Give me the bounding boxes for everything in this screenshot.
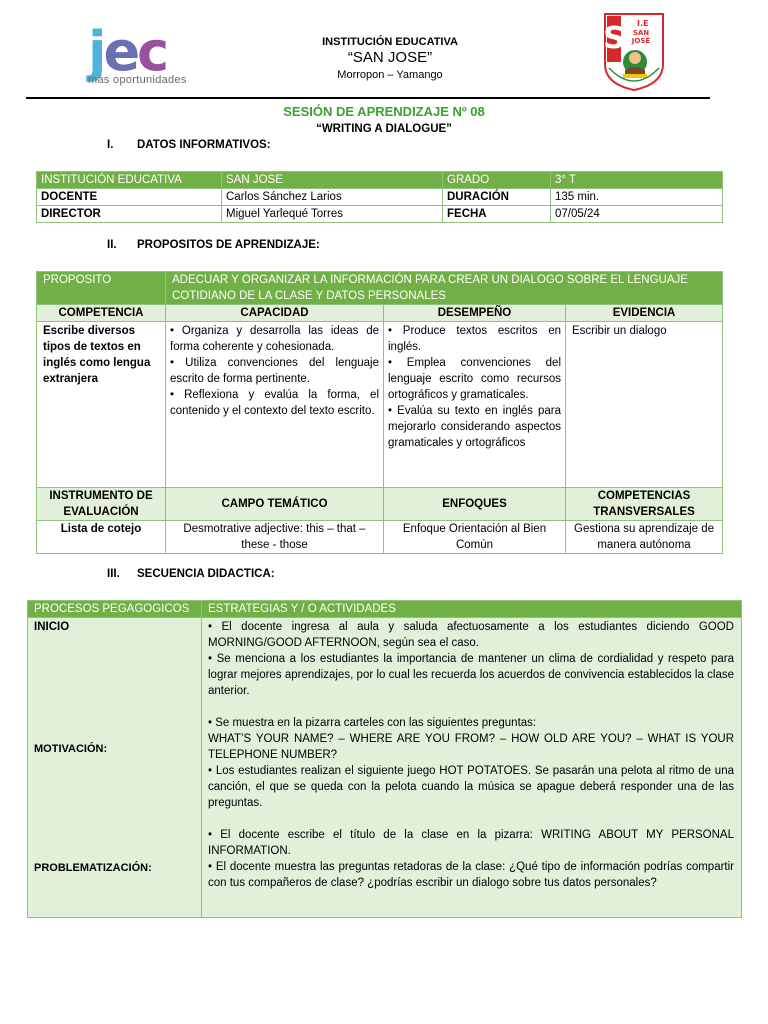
table-row bbox=[37, 322, 723, 488]
list-item: • El docente escribe el título de la clase en la pizarra: WRITING ABOUT MY PERSONAL INFORMATION. bbox=[208, 829, 734, 857]
table-row bbox=[37, 189, 723, 206]
table-cell: GRADO bbox=[443, 172, 551, 189]
column-header: ENFOQUES bbox=[384, 488, 566, 521]
section-title: SECUENCIA DIDACTICA: bbox=[137, 568, 275, 580]
column-header: COMPETENCIAS TRANSVERSALES bbox=[566, 488, 723, 521]
section-1-heading bbox=[107, 139, 271, 151]
school-crest-logo bbox=[601, 12, 667, 92]
column-header: PROCESOS PEGAGOGICOS bbox=[28, 601, 202, 618]
list-item: • Utiliza convenciones del lenguaje escrito de forma pertinente. bbox=[170, 357, 379, 385]
process-label-problematizacion: PROBLEMATIZACIÓN: bbox=[34, 862, 152, 874]
list-item: • El docente ingresa al aula y saluda afectuosamente a los estudiantes diciendo GOOD MORNING/GOOD AFTERNOON, según sea el caso. bbox=[208, 621, 734, 649]
table-row bbox=[28, 618, 742, 918]
process-label-motivacion: MOTIVACIÓN: bbox=[34, 743, 108, 755]
svg-text:I.E: I.E bbox=[637, 19, 649, 28]
table-cell: 07/05/24 bbox=[551, 206, 723, 223]
purpose-text: ADECUAR Y ORGANIZAR LA INFORMACIÓN PARA CREAR UN DIALOGO SOBRE EL LENGUAJE COTIDIANO DE LA CLASE Y DATOS PERSONALES bbox=[166, 272, 723, 305]
propositos-table bbox=[36, 271, 723, 554]
section-2-heading bbox=[107, 239, 320, 251]
section-3-heading bbox=[107, 568, 275, 580]
column-header: COMPETENCIA bbox=[37, 305, 166, 322]
column-header: CAPACIDAD bbox=[166, 305, 384, 322]
process-label-inicio: INICIO bbox=[34, 621, 70, 633]
institution-label: INSTITUCIÓN EDUCATIVA bbox=[322, 36, 458, 48]
competencia-cell: Escribe diversos tipos de textos en inglés como lengua extranjera bbox=[37, 322, 166, 488]
column-header: CAMPO TEMÁTICO bbox=[166, 488, 384, 521]
section-title: DATOS INFORMATIVOS: bbox=[137, 139, 271, 151]
session-title: SESIÓN DE APRENDIZAJE Nº 08 bbox=[283, 104, 485, 119]
svg-text:SAN: SAN bbox=[632, 29, 650, 37]
table-row bbox=[37, 521, 723, 554]
table-row bbox=[37, 272, 723, 305]
header-divider bbox=[26, 97, 710, 99]
list-item: • Se menciona a los estudiantes la importancia de mantener un clima de cordialidad y respeto para lograr mejores aprendizajes, por lo cual les recuerda los acuerdos de convivencia establecidos la clase anterior. bbox=[208, 653, 734, 697]
list-item: • Produce textos escritos en inglés. bbox=[388, 325, 561, 353]
list-item: • Organiza y desarrolla las ideas de forma coherente y cohesionada. bbox=[170, 325, 379, 353]
table-cell: Desmotrative adjective: this – that – these - those bbox=[166, 521, 384, 554]
list-item: • Los estudiantes realizan el siguiente juego HOT POTATOES. Se pasarán una pelota al ritmo de una canción, el que se queda con la pelota cuando la música se apague deberá responder una de las preguntas. bbox=[208, 765, 734, 809]
table-header-row bbox=[37, 488, 723, 521]
secuencia-didactica-table bbox=[27, 600, 742, 918]
table-cell: Carlos Sánchez Larios bbox=[222, 189, 443, 206]
institution-header bbox=[270, 36, 510, 81]
table-row bbox=[37, 172, 723, 189]
purpose-label: PROPOSITO bbox=[37, 272, 166, 305]
list-item: • El docente muestra las preguntas retadoras de la clase: ¿Qué tipo de información podrías compartir con tus compañeros de clase? ¿podrías escribir un dialogo sobre tus datos personales? bbox=[208, 861, 734, 889]
table-cell: 3° T bbox=[551, 172, 723, 189]
section-number: II. bbox=[107, 239, 117, 251]
column-header: INSTRUMENTO DE EVALUACIÓN bbox=[37, 488, 166, 521]
svg-text:S: S bbox=[603, 21, 625, 56]
column-header: ESTRATEGIAS Y / O ACTIVIDADES bbox=[202, 601, 742, 618]
column-header: DESEMPEÑO bbox=[384, 305, 566, 322]
session-subtitle: “WRITING A DIALOGUE” bbox=[316, 123, 452, 135]
table-cell: Lista de cotejo bbox=[37, 521, 166, 554]
table-cell: FECHA bbox=[443, 206, 551, 223]
table-cell: Enfoque Orientación al Bien Común bbox=[384, 521, 566, 554]
datos-informativos-table bbox=[36, 171, 723, 223]
list-item: • Emplea convenciones del lenguaje escrito como recursos ortográficos y gramaticales. bbox=[388, 357, 561, 401]
section-title: PROPOSITOS DE APRENDIZAJE: bbox=[137, 239, 320, 251]
column-header: EVIDENCIA bbox=[566, 305, 723, 322]
section-number: I. bbox=[107, 139, 114, 151]
activities-cell bbox=[202, 618, 742, 918]
list-item: WHAT’S YOUR NAME? – WHERE ARE YOU FROM? – HOW OLD ARE YOU? – WHAT IS YOUR TELEPHONE NUMBER? bbox=[208, 733, 734, 761]
evidencia-cell: Escribir un dialogo bbox=[566, 322, 723, 488]
svg-text:JOSÉ: JOSÉ bbox=[631, 37, 651, 45]
table-header-row bbox=[28, 601, 742, 618]
jec-logo: jec más oportunidades bbox=[88, 30, 218, 86]
table-cell: INSTITUCIÓN EDUCATIVA bbox=[37, 172, 222, 189]
table-cell: DIRECTOR bbox=[37, 206, 222, 223]
table-row bbox=[37, 206, 723, 223]
institution-name: “SAN JOSE” bbox=[347, 49, 433, 66]
table-header-row bbox=[37, 305, 723, 322]
desempeno-cell bbox=[384, 322, 566, 488]
list-item: • Reflexiona y evalúa la forma, el contenido y el contexto del texto escrito. bbox=[170, 389, 379, 417]
table-cell: DOCENTE bbox=[37, 189, 222, 206]
institution-location: Morropon – Yamango bbox=[337, 69, 443, 81]
table-cell: Gestiona su aprendizaje de manera autónoma bbox=[566, 521, 723, 554]
process-labels-cell bbox=[28, 618, 202, 918]
table-cell: Miguel Yarlequé Torres bbox=[222, 206, 443, 223]
jec-tagline: más oportunidades bbox=[88, 74, 187, 86]
list-item: • Evalúa su texto en inglés para mejorarlo considerando aspectos gramaticales y ortográficos bbox=[388, 405, 561, 449]
section-number: III. bbox=[107, 568, 120, 580]
table-cell: SAN JOSE bbox=[222, 172, 443, 189]
list-item: • Se muestra en la pizarra carteles con las siguientes preguntas: bbox=[208, 717, 537, 729]
table-cell: DURACIÓN bbox=[443, 189, 551, 206]
table-cell: 135 min. bbox=[551, 189, 723, 206]
capacidad-cell bbox=[166, 322, 384, 488]
